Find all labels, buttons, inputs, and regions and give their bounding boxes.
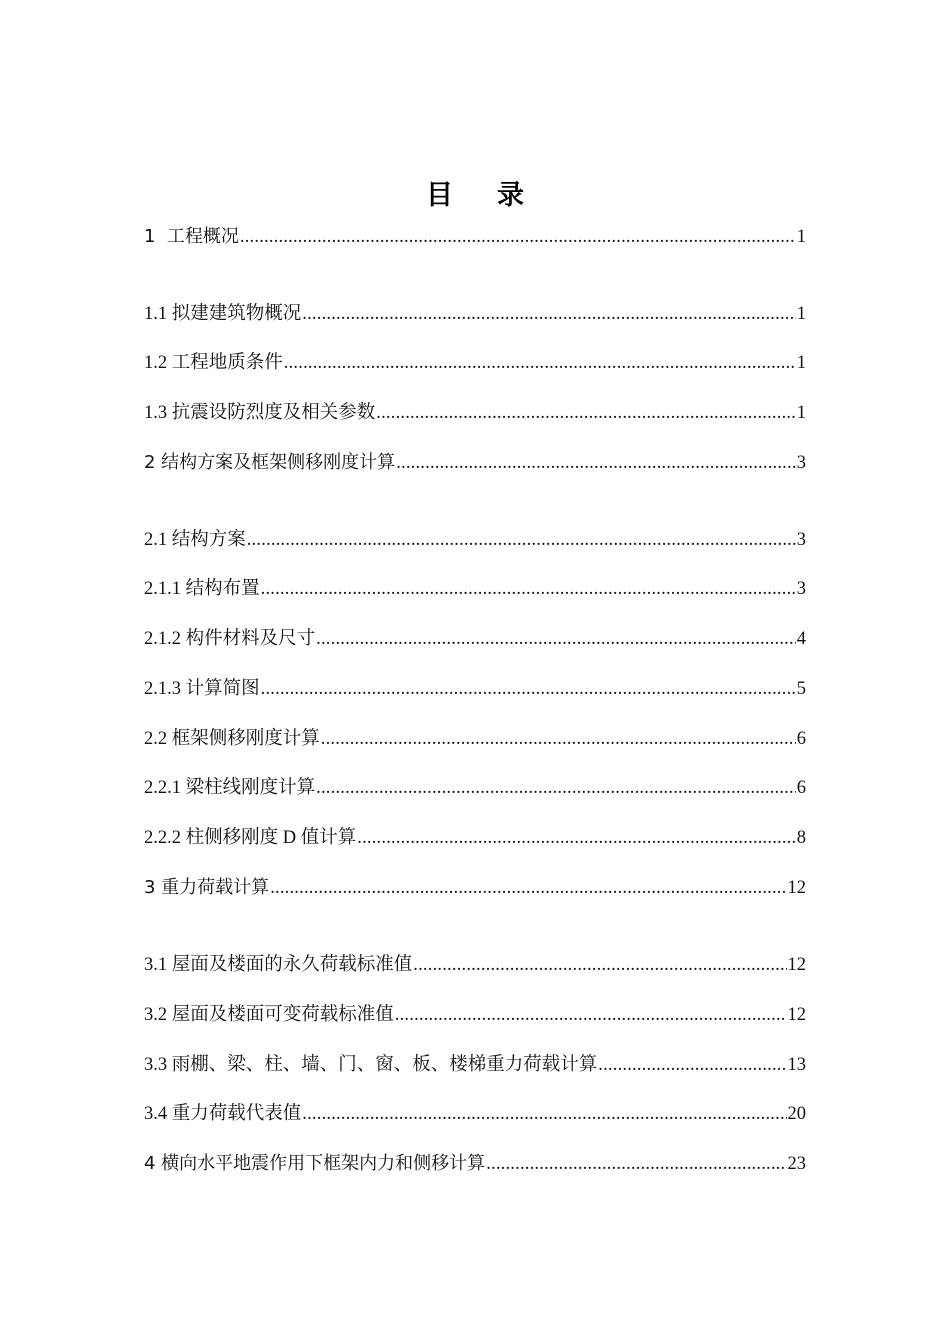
toc-entry-label: 4 横向水平地震作用下框架内力和侧移计算 [144, 1153, 486, 1174]
toc-dot-leader [261, 576, 796, 602]
toc-entry-label: 1 工程概况 [144, 226, 239, 247]
toc-entry[interactable] [144, 224, 806, 250]
toc-dot-leader [376, 400, 795, 426]
toc-dot-leader [598, 1052, 786, 1078]
toc-page-number: 1 [796, 353, 806, 373]
toc-entry-label: 3.1 屋面及楼面的永久荷载标准值 [144, 955, 413, 975]
toc-dot-leader [357, 825, 796, 851]
toc-entry-label: 1.1 拟建建筑物概况 [144, 304, 302, 324]
toc-dot-leader [486, 1151, 786, 1177]
toc-entry-label: 2.1.3 计算简图 [144, 679, 260, 699]
toc-entry[interactable] [144, 626, 806, 652]
toc-entry[interactable] [144, 400, 806, 426]
toc-entry-label: 3.2 屋面及楼面可变荷载标准值 [144, 1005, 394, 1025]
toc-dot-leader [270, 875, 786, 901]
toc-dot-leader [413, 952, 786, 978]
toc-dot-leader [316, 775, 796, 801]
toc-page-number: 4 [796, 629, 806, 649]
toc-entry[interactable] [144, 1052, 806, 1078]
toc-entry-label: 2.2 框架侧移刚度计算 [144, 729, 320, 749]
toc-page-number: 3 [796, 579, 806, 599]
toc-page-number: 13 [787, 1055, 806, 1075]
toc-dot-leader [240, 224, 796, 250]
toc-entry-label: 2.1.1 结构布置 [144, 579, 260, 599]
toc-title-char: 目 [426, 180, 453, 211]
toc-title [0, 178, 950, 214]
toc-title-char: 录 [497, 180, 524, 211]
toc-page-number: 1 [796, 304, 806, 324]
toc-page-number: 1 [796, 403, 806, 423]
toc-page-number: 23 [787, 1154, 806, 1174]
toc-entry[interactable] [144, 350, 806, 376]
toc-page-number: 6 [796, 729, 806, 749]
toc-entry[interactable] [144, 952, 806, 978]
toc-entry[interactable] [144, 450, 806, 476]
toc-entry-label: 2.2.2 柱侧移刚度 D 值计算 [144, 828, 357, 848]
toc-entry[interactable] [144, 1101, 806, 1127]
toc-entry-label: 2.2.1 梁柱线刚度计算 [144, 778, 316, 798]
toc-page-number: 20 [787, 1104, 806, 1124]
toc-dot-leader [302, 1101, 786, 1127]
toc-entry[interactable] [144, 676, 806, 702]
toc-page-number: 6 [796, 778, 806, 798]
toc-entry[interactable] [144, 301, 806, 327]
toc-page-number: 3 [796, 530, 806, 550]
toc-entry[interactable] [144, 726, 806, 752]
toc-page-number: 5 [796, 679, 806, 699]
toc-entry[interactable] [144, 527, 806, 553]
toc-entry-label: 3.4 重力荷载代表值 [144, 1104, 302, 1124]
toc-page-number: 12 [787, 955, 806, 975]
toc-entry-label: 3 重力荷载计算 [144, 877, 270, 898]
toc-dot-leader [302, 301, 795, 327]
toc-dot-leader [395, 1002, 787, 1028]
toc-dot-leader [316, 626, 796, 652]
toc-dot-leader [396, 450, 796, 476]
toc-entry[interactable] [144, 576, 806, 602]
toc-page-number: 1 [796, 227, 806, 247]
toc-entry-label: 2.1.2 构件材料及尺寸 [144, 629, 316, 649]
toc-entry-label: 1.3 抗震设防烈度及相关参数 [144, 403, 376, 423]
toc-dot-leader [321, 726, 796, 752]
toc-dot-leader [261, 676, 796, 702]
toc-dot-leader [284, 350, 796, 376]
toc-entry[interactable] [144, 1151, 806, 1177]
toc-entry[interactable] [144, 875, 806, 901]
toc-page-number: 12 [787, 878, 806, 898]
toc-page-number: 8 [796, 828, 806, 848]
toc-entry[interactable] [144, 1002, 806, 1028]
toc-page-number: 3 [796, 453, 806, 473]
toc-entry[interactable] [144, 825, 806, 851]
toc-page-number: 12 [787, 1005, 806, 1025]
toc-entry-label: 3.3 雨棚、梁、柱、墙、门、窗、板、楼梯重力荷载计算 [144, 1055, 598, 1075]
toc-entry[interactable] [144, 775, 806, 801]
toc-dot-leader [247, 527, 796, 553]
toc-entry-label: 1.2 工程地质条件 [144, 353, 283, 373]
toc-entry-label: 2.1 结构方案 [144, 530, 246, 550]
toc-entry-label: 2 结构方案及框架侧移刚度计算 [144, 452, 396, 473]
